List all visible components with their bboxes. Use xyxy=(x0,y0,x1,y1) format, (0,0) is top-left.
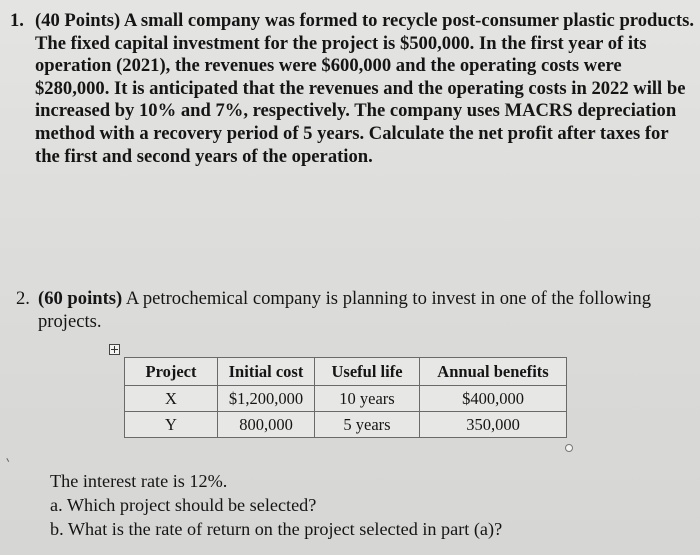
question-1-points: (40 Points) xyxy=(35,10,121,31)
question-1-number: 1. xyxy=(10,10,24,31)
question-2-text: A petrochemical company is planning to invest in one of the following projects. xyxy=(38,288,651,332)
part-b-text: b. What is the rate of return on the project selected in part (a)? xyxy=(50,519,503,539)
question-1-text: A small company was formed to recycle post-consumer plastic products. The fixed capital investment for the project is $500,000. In the first year of its operation (2021), the revenues were $600,000 and the operating costs were $280,000. It is anticipated that the revenues and the operating costs in 2022 will be increased by 10% and 7%, respectively. The company uses MACRS depreciation method with a recovery period of 5 years. Calculate the net profit after taxes for the first and second years of the operation. xyxy=(35,10,695,167)
question-2-body xyxy=(38,287,676,333)
cell-useful-life: 10 years xyxy=(315,386,420,412)
question-2 xyxy=(16,287,676,333)
table-move-handle-icon[interactable] xyxy=(109,344,120,355)
table-resize-handle[interactable] xyxy=(565,444,573,452)
margin-tick-mark xyxy=(6,456,12,462)
question-2-followup xyxy=(50,469,502,541)
cell-project: X xyxy=(125,386,218,412)
projects-table xyxy=(124,357,567,438)
table-row xyxy=(125,412,567,438)
cell-annual-benefits: 350,000 xyxy=(420,412,567,438)
part-a-text: a. Which project should be selected? xyxy=(50,495,317,515)
question-2-number: 2. xyxy=(16,288,30,309)
cell-project: Y xyxy=(125,412,218,438)
header-useful-life: Useful life xyxy=(315,358,420,386)
question-1 xyxy=(10,10,694,168)
cell-annual-benefits: $400,000 xyxy=(420,386,567,412)
header-initial-cost: Initial cost xyxy=(218,358,315,386)
question-1-body xyxy=(35,10,694,168)
table-row xyxy=(125,386,567,412)
question-2-points: (60 points) xyxy=(38,288,123,309)
cell-initial-cost: 800,000 xyxy=(218,412,315,438)
header-annual-benefits: Annual benefits xyxy=(420,358,567,386)
cell-useful-life: 5 years xyxy=(315,412,420,438)
header-project: Project xyxy=(125,358,218,386)
table-header-row xyxy=(125,358,567,386)
interest-rate-text: The interest rate is 12%. xyxy=(50,471,228,491)
cell-initial-cost: $1,200,000 xyxy=(218,386,315,412)
